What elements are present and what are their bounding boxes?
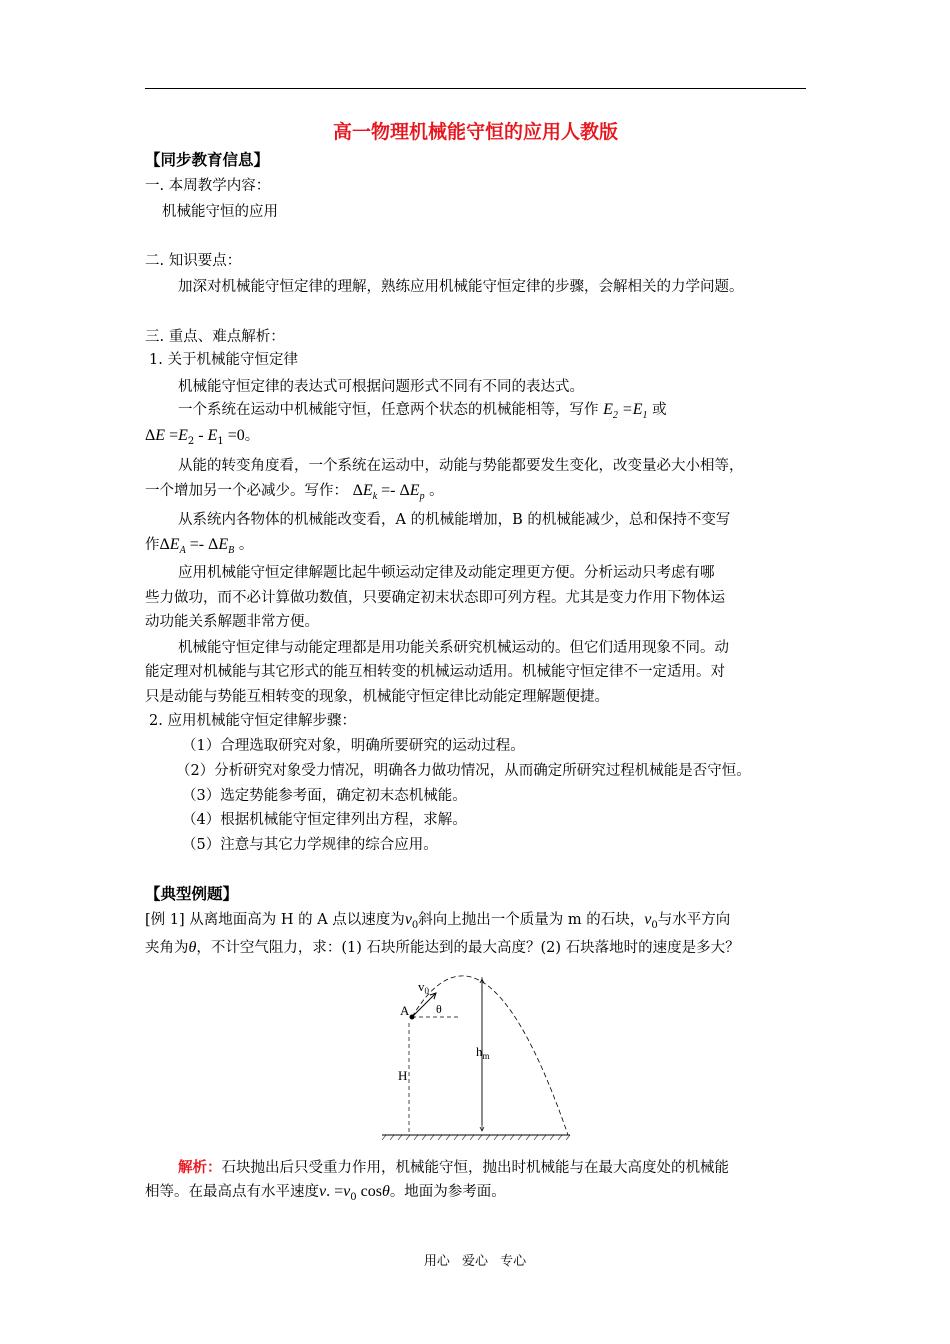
- p1-line5-text: 一个增加另一个必减少。写作：: [145, 483, 348, 499]
- step-2: （2）分析研究对象受力情况，明确各力做功情况，从而确定所研究过程机械能是否守恒。: [176, 763, 751, 779]
- step-3: （3）选定势能参考面，确定初末态机械能。: [182, 788, 467, 804]
- formula-delta-e: $\Delta E =E_2 - E_1 =0$。: [145, 427, 260, 447]
- p1-line12: 能定理对机械能与其它形式的能互相转变的机械运动适用。机械能守恒定律不一定适用。对: [145, 664, 725, 680]
- example1-text-c: 与水平方向: [657, 912, 731, 928]
- section-sync-heading: 【同步教育信息】: [145, 151, 270, 169]
- analysis-label: 解析：: [178, 1159, 222, 1176]
- formula-e2-eq-e1: $E_2 =E_1$: [603, 401, 648, 422]
- example1-line2: 夹角为θ，不计空气阻力，求：(1) 石块所能达到的最大高度？(2) 石块落地时的速度是多大？: [145, 939, 740, 956]
- ground-hatching: [382, 1135, 570, 1140]
- max-height-label: $h_m$: [476, 1044, 490, 1061]
- example1-text-e: ，不计空气阻力，求：(1) 石块所能达到的最大高度？(2) 石块落地时的速度是多大？: [196, 940, 740, 956]
- p1-line11: 机械能守恒定律与动能定理都是用功能关系研究机械运动的。但它们适用现象不同。动: [178, 640, 729, 656]
- p1-line10: 动功能关系解题非常方便。: [145, 614, 319, 630]
- example1-line1: [例 1] 从离地面高为 H 的 A 点以速度为$v_0$斜向上抛出一个质量为 m 的石块，$v_0$与水平方向: [145, 911, 731, 931]
- p1-line13: 只是动能与势能互相转变的现象，机械能守恒定律比动能定理解题便捷。: [145, 689, 609, 705]
- theta-label: θ: [436, 1002, 442, 1016]
- p1-line2: [178, 400, 667, 426]
- s2-heading: 二. 知识要点：: [145, 253, 242, 269]
- header-rule: [145, 88, 806, 89]
- section-examples-heading: 【典型例题】: [145, 885, 239, 903]
- analysis-line2: 相等。在最高点有水平速度v. $=v_0$ cosθ。地面为参考面。: [145, 1183, 506, 1203]
- step-1: （1）合理选取研究对象，明确所要研究的运动过程。: [182, 738, 525, 754]
- example1-text-b: 斜向上抛出一个质量为 m 的石块，: [418, 912, 645, 928]
- example1-text-a: [例 1] 从离地面高为 H 的 A 点以速度为: [145, 912, 405, 928]
- p1-line7-text: 作: [145, 537, 160, 553]
- s1-heading: 一. 本周教学内容：: [145, 178, 271, 194]
- p2-heading: 2. 应用机械能守恒定律解步骤：: [149, 713, 356, 729]
- projectile-figure: [380, 965, 575, 1145]
- p1-line9: 些力做功，而不必计算做功数值，只要确定初末状态即可列方程。尤其是变力作用下物体运: [145, 590, 725, 606]
- step-5: （5）注意与其它力学规律的综合应用。: [182, 837, 438, 853]
- p1-heading: 1. 关于机械能守恒定律: [149, 352, 298, 368]
- velocity-arrow: [412, 993, 436, 1017]
- footer: 用心 爱心 专心: [423, 1254, 527, 1269]
- analysis-text: 石块抛出后只受重力作用，机械能守恒，抛出时机械能与在最大高度处的机械能: [221, 1160, 729, 1176]
- p1-line8: 应用机械能守恒定律解题比起牛顿运动定律及动能定理更方便。分析运动只考虑有哪: [178, 565, 715, 581]
- step-4: （4）根据机械能守恒定律列出方程，求解。: [182, 812, 467, 828]
- trajectory-curve: [412, 976, 568, 1135]
- p1-line6: 从系统内各物体的机械能改变看，A 的机械能增加，B 的机械能减少，总和保持不变写: [178, 512, 731, 528]
- analysis-text-2: 相等。在最高点有水平速度: [145, 1184, 319, 1200]
- s3-heading: 三. 重点、难点解析：: [145, 329, 285, 345]
- height-h-label: H: [398, 1068, 408, 1083]
- v0-label: $v_0$: [418, 979, 429, 996]
- s2-body: 加深对机械能守恒定律的理解，熟练应用机械能守恒定律的步骤，会解相关的力学问题。: [178, 279, 744, 295]
- analysis-line1: [178, 1158, 729, 1178]
- p1-line2-or: 或: [652, 402, 667, 418]
- p1-line4: 从能的转变角度看，一个系统在运动中，动能与势能都要发生变化，改变量必大小相等，: [178, 458, 744, 474]
- example1-text-d: 夹角为: [145, 940, 189, 956]
- p1-line2-text: 一个系统在运动中机械能守恒，任意两个状态的机械能相等，写作: [178, 402, 599, 418]
- page-title: 高一物理机械能守恒的应用人教版: [332, 121, 618, 143]
- analysis-text-3: 。地面为参考面。: [389, 1184, 506, 1200]
- p1-line7: 作$\Delta E_A =- \Delta E_B$ 。: [145, 536, 254, 557]
- p1-line1: 机械能守恒定律的表达式可根据问题形式不同有不同的表达式。: [178, 379, 584, 395]
- s1-body: 机械能守恒的应用: [162, 204, 278, 220]
- p1-line5: 一个增加另一个必减少。写作： $\Delta E_k =- \Delta E_p$ 。: [145, 482, 444, 503]
- point-a-label: A: [400, 1003, 410, 1018]
